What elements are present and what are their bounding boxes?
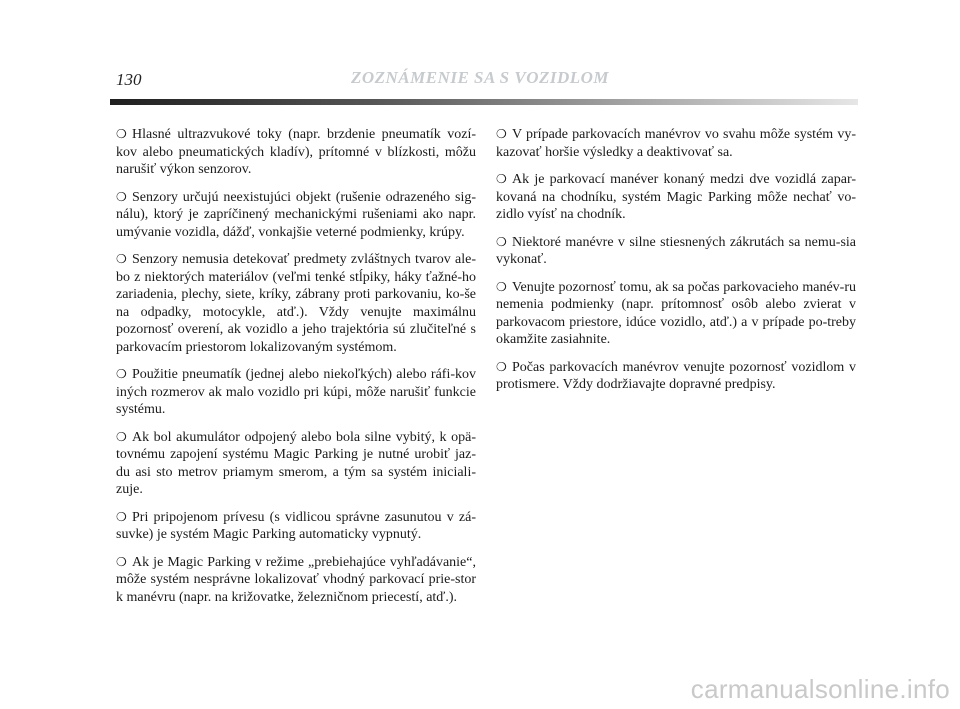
paragraph-text: Venujte pozornosť tomu, ak sa počas parkovacieho manév-ru nemenia podmienky (napr. prítomnosť osôb alebo zvierat v parkovacom priestore, idúce vozidlo, atď.) a v prípade po-treby okamžite zasiahnite. [496,279,856,347]
bullet-circle-icon: ❍ [496,234,507,249]
paragraph-text: Senzory určujú neexistujúci objekt (rušenie odrazeného sig-nálu), ktorý je zapríčinený mechanickými rušeniami ako napr. umývanie vozidla, dážď, vonkajšie veterné podmienky, krúpy. [116,189,476,240]
paragraph-text: Ak je Magic Parking v režime „prebiehajúce vyhľadávanie“, môže systém nesprávne lokalizovať vhodný parkovací prie-stor k manévru (napr. na križovatke, železničnom priecestí, atď.). [116,554,476,605]
bullet-circle-icon: ❍ [116,429,127,444]
bullet-circle-icon: ❍ [496,127,507,141]
paragraph [496,126,856,161]
paragraph-text: V prípade parkovacích manévrov vo svahu môže systém vy-kazovať horšie výsledky a deaktivovať sa. [496,127,856,160]
page-header [0,0,960,110]
paragraph [116,554,476,607]
paragraph [116,189,476,242]
paragraph-text: Počas parkovacích manévrov venujte pozornosť vozidlom v protismere. Vždy dodržiavajte dopravné predpisy. [496,359,856,392]
right-column [496,126,856,404]
bullet-circle-icon: ❍ [496,359,507,374]
bullet-circle-icon: ❍ [496,172,507,186]
bullet-circle-icon: ❍ [116,367,127,381]
paragraph [116,509,476,544]
paragraph-text: Ak bol akumulátor odpojený alebo bola silne vybitý, k opä-tovnému zapojení systému Magic Parking je nutné urobiť jaz-du asi sto metrov priamym smerom, a tým sa systém iniciali-zuje. [116,429,476,497]
paragraph [496,234,856,269]
bullet-circle-icon: ❍ [116,252,127,266]
paragraph-text: Senzory nemusia detekovať predmety zvláštnych tvarov ale-bo z niektorých materiálov (veľmi tenké stĺpiky, háky ťažné-ho zariadenia, plechy, siete, kríky, zábrany proti parkovaniu, ko-še na odpadky, motocykle, atď.). Vždy venujte maximálnu pozornosť overení, ak vozidlo a jeho trajektória sú zlučiteľné s parkovacím priestorom lokalizovaným systémom. [116,252,476,355]
bullet-circle-icon: ❍ [116,189,127,204]
left-column [116,126,476,616]
bullet-circle-icon: ❍ [116,554,127,569]
header-rule [110,99,858,105]
paragraph-text: Hlasné ultrazvukové toky (napr. brzdenie pneumatík vozí-kov alebo pneumatických kladív), prítomné v blízkosti, môžu narušiť výkon senzorov. [116,127,476,177]
paragraph [116,366,476,419]
chapter-title: ZOZNÁMENIE SA S VOZIDLOM [350,68,610,87]
paragraph [496,359,856,394]
paragraph [496,171,856,224]
paragraph [116,251,476,356]
page-number: 130 [116,70,142,89]
paragraph [116,126,476,179]
paragraph-text: Ak je parkovací manéver konaný medzi dve vozidlá zapar-kovaná na chodníku, systém Magic Parking môže nechať vo-zidlo vyísť na chodník. [496,172,856,222]
paragraph [116,429,476,499]
bullet-circle-icon: ❍ [116,509,127,524]
bullet-circle-icon: ❍ [116,127,127,141]
watermark: carmanualsonline.info [690,674,950,704]
paragraph-text: Niektoré manévre v silne stiesnených zákrutách sa nemu-sia vykonať. [496,234,856,267]
paragraph-text: Použitie pneumatík (jednej alebo niekoľkých) alebo ráfi-kov iných rozmerov ak malo vozidlo pri kúpi, môže narušiť funkcie systému. [116,367,476,417]
paragraph-text: Pri pripojenom prívesu (s vidlicou správne zasunutou v zá-suvke) je systém Magic Parking automaticky vypnutý. [116,509,476,542]
bullet-circle-icon: ❍ [496,279,507,294]
paragraph [496,279,856,349]
